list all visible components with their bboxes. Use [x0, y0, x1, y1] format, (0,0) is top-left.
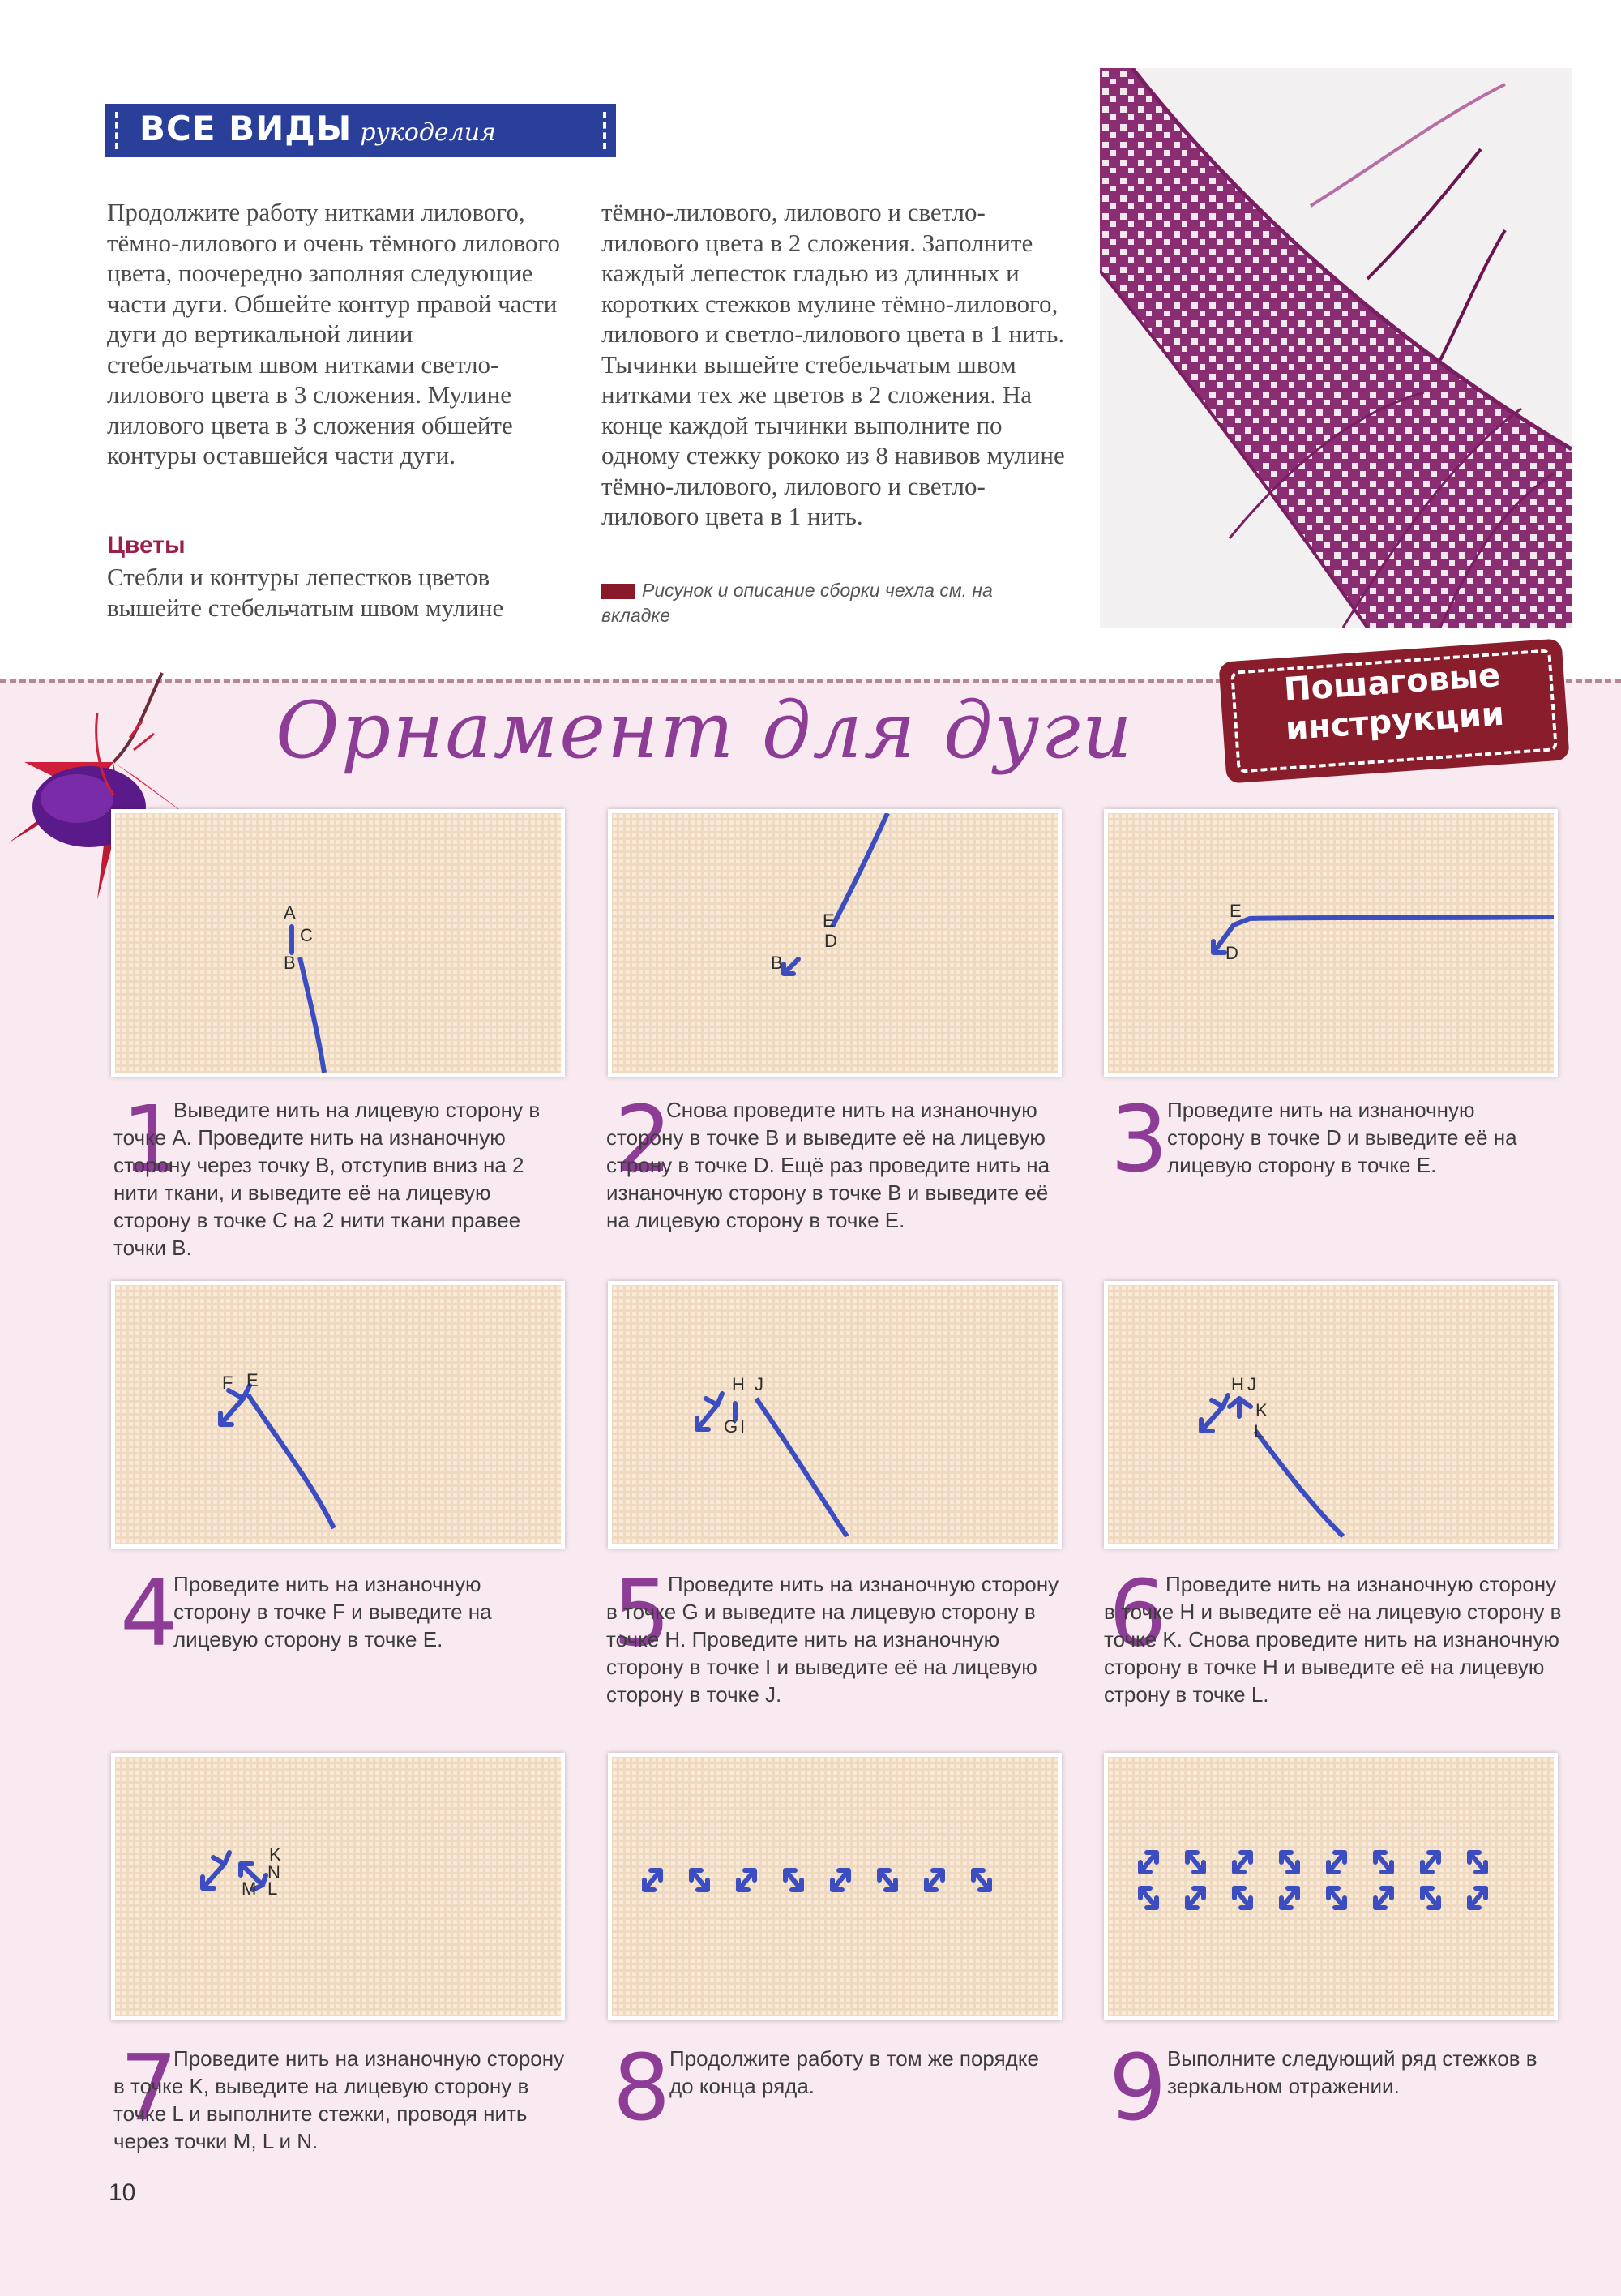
- step-3-label: E: [1230, 901, 1242, 921]
- step-9-photo: [1104, 1753, 1558, 2020]
- caption: Рисунок и описание сборки чехла см. на вкладке: [601, 580, 993, 626]
- step-8-text: Продолжите работу в том же порядке до конца ряда.: [669, 2046, 1039, 2098]
- step-6-label: L: [1254, 1421, 1264, 1441]
- step-2-photo: [608, 809, 1062, 1077]
- step-4-number: 4: [120, 1561, 178, 1667]
- section-header: [105, 104, 616, 157]
- step-8-photo: [608, 1753, 1062, 2020]
- section-title: Орнамент для дуги: [276, 685, 1134, 776]
- step-4-photo: [111, 1281, 565, 1549]
- step-2-label: B: [771, 953, 783, 973]
- flowers-text: Стебли и контуры лепестков цветов вышейте стебельчатым швом мулине: [107, 563, 504, 622]
- section-header-subtitle: рукоделия: [360, 118, 496, 147]
- step-7-text: Проведите нить на изнаночную сторону в точке K, выведите на лицевую сторону в точке L и выполните стежки, проводя нить через точки M, L и N.: [113, 2046, 565, 2153]
- step-4-text: Проведите нить на изнаночную сторону в точке F и выведите на лицевую сторону в точке E.: [173, 1572, 492, 1651]
- embroidery-photo: [1100, 68, 1572, 628]
- step-1-label: A: [284, 902, 296, 923]
- step-5-label: J: [755, 1374, 763, 1394]
- step-3-photo: [1104, 809, 1558, 1077]
- step-7-number: 7: [120, 2036, 178, 2141]
- step-7-photo: [111, 1753, 565, 2020]
- step-6-photo: [1104, 1281, 1558, 1549]
- step-6-label: K: [1255, 1400, 1268, 1420]
- caption-marker: [601, 584, 635, 599]
- step-2-label: D: [824, 931, 837, 951]
- step-7-label: K: [269, 1844, 281, 1865]
- step-1-text: Выведите нить на лицевую сторону в точке A. Проведите нить на изнаночную сторону через точку B, отступив вниз на 2 нити ткани, и выведите её на лицевую сторону в точке C на 2 нити ткани правее точки B.: [113, 1098, 541, 1260]
- page-number: 10: [109, 2179, 136, 2206]
- step-7-label: N: [267, 1862, 280, 1883]
- step-5-number: 5: [613, 1561, 671, 1667]
- step-7-label: L: [267, 1878, 278, 1899]
- intro-text-column-1: Продолжите работу нитками лилового, тёмно-лилового и очень тёмного лилового цвета, поочередно заполняя следующие части дуги. Обшейте контур правой части дуги до вертикальной линии стебельчатым швом нитками светло-лилового цвета в 3 сложения. Мулине лилового цвета в 3 сложения обшейте контуры оставшейся части дуги.: [107, 198, 560, 469]
- step-9-number: 9: [1109, 2036, 1167, 2141]
- step-5-label: G: [724, 1416, 738, 1437]
- step-1-photo: [111, 809, 565, 1077]
- step-4-label: E: [246, 1370, 259, 1390]
- step-2-number: 2: [614, 1087, 673, 1193]
- step-6-text: Проведите нить на изнаночную сторону в точке H и выведите её на лицевую сторону в точке K. Снова проведите нить на изнаночную сторону в точке H и выведите её на лицевую строну в точке L.: [1104, 1572, 1562, 1707]
- step-6-label: J: [1247, 1374, 1256, 1394]
- intro-text-column-2: тёмно-лилового, лилового и светло-лилового цвета в 2 сложения. Заполните каждый лепесток гладью из длинных и коротких стежков мулине тёмно-лилового, лилового и светло-лилового цвета в 1 нить. Тычинки вышейте стебельчатым швом нитками тех же цветов в 2 сложения. На конце каждой тычинки выполните по одному стежку рококо из 8 навивов мулине тёмно-лилового, лилового и светло-лилового цвета в 1 нить.: [601, 198, 1065, 530]
- flowers-heading: Цветы: [107, 532, 186, 559]
- step-8-number: 8: [613, 2036, 671, 2141]
- step-3-label: D: [1225, 943, 1238, 963]
- step-5-label: I: [740, 1416, 746, 1437]
- step-5-label: H: [732, 1374, 745, 1394]
- step-2-label: E: [823, 910, 835, 931]
- step-5-text: Проведите нить на изнаночную сторону в точке G и выведите на лицевую сторону в точке H. Проведите нить на изнаночную сторону в точке I и выведите её на лицевую сторону в точке J.: [606, 1572, 1059, 1707]
- step-2-text: Снова проведите нить на изнаночную сторону в точке B и выведите её на лицевую строну в точке D. Ещё раз проведите нить на изнаночную сторону в точке B и выведите её на лицевую сторону в точке E.: [606, 1098, 1050, 1232]
- step-4-label: F: [222, 1373, 233, 1393]
- step-9-text: Выполните следующий ряд стежков в зеркальном отражении.: [1167, 2046, 1538, 2098]
- step-3-number: 3: [1110, 1087, 1169, 1193]
- step-1-label: B: [284, 953, 296, 973]
- step-1-number: 1: [122, 1087, 180, 1193]
- step-6-label: H: [1231, 1374, 1244, 1394]
- step-1-label: C: [300, 925, 313, 945]
- step-7-label: M: [242, 1878, 257, 1899]
- step-6-number: 6: [1109, 1561, 1167, 1667]
- step-3-text: Проведите нить на изнаночную сторону в точке D и выведите её на лицевую сторону в точке E.: [1167, 1098, 1517, 1177]
- step-by-step-badge: Пошаговые инструкции: [1218, 638, 1569, 783]
- section-header-title: ВСЕ ВИДЫ рукоделия: [139, 109, 496, 148]
- step-5-photo: [608, 1281, 1062, 1549]
